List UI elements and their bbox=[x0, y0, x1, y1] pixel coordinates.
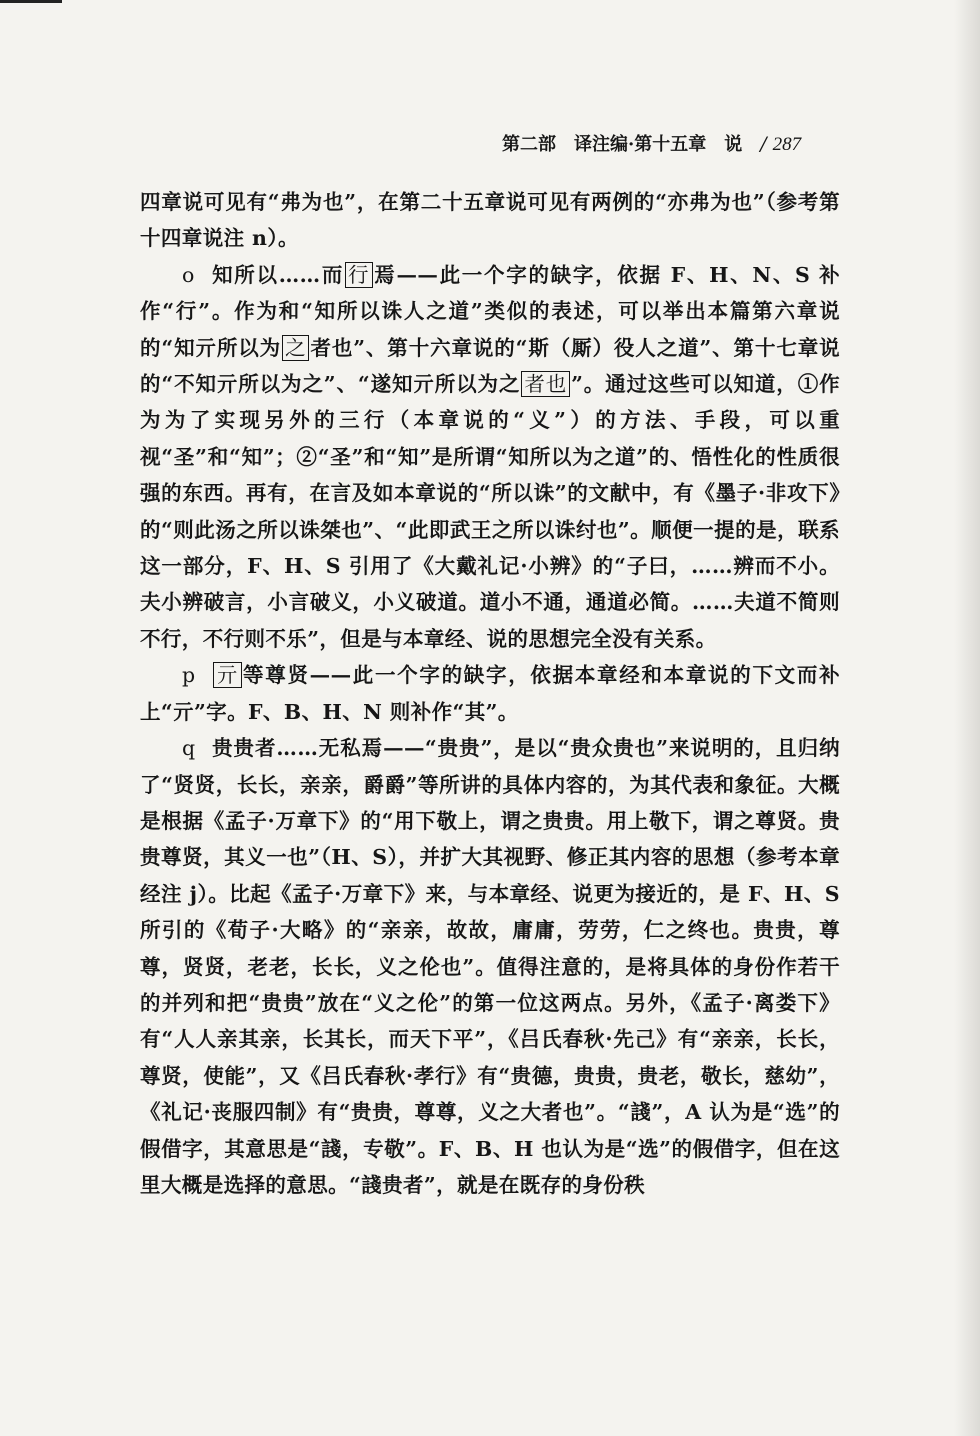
boxed-char-zhi: 之 bbox=[282, 335, 309, 361]
note-marker-o: o bbox=[182, 262, 195, 287]
header-separator: / bbox=[760, 133, 767, 155]
running-header bbox=[502, 130, 842, 160]
page-number: 287 bbox=[772, 134, 802, 155]
note-o-text-1: 知所以……而 bbox=[210, 262, 345, 287]
note-marker-p: p bbox=[182, 663, 196, 688]
boxed-char-qi: 亓 bbox=[213, 662, 243, 688]
top-rule bbox=[0, 0, 62, 3]
note-q-text-1: 贵贵者……无私焉——“贵贵”，是以“贵众贵也”来说明的，且归纳了“贤贤，长长，亲亲，爵爵”等所讲的具体内容的，为其代表和象征。大概是根据《孟子·万章下》的“用下敬上，谓之贵贵。用上敬下，谓之尊贤。贵贵尊贤，其义一也”（H、S），并扩大其视野、修正其内容的思想（参考本章经注 j）。比起《孟子·万章下》来，与本章经、说更为接近的，是 F、H、S 所引的《荀子·大略》的“亲亲，故故，庸庸，劳劳，仁之终也。贵贵，尊尊，贤贤，老老，长长，义之伦也”。值得注意的，是将具体的身份作若干的并列和把“贵贵”放在“义之伦”的第一位这两点。另外，《孟子·离娄下》有“人人亲其亲，长其长，而天下平”，《吕氏春秋·先己》有“亲亲，长长，尊贤，使能”，又《吕氏春秋·孝行》有“贵德，贵贵，贵老，敬长，慈幼”，《礼记·丧服四制》有“贵贵，尊尊，义之大者也”。“諓”，A 认为是“选”的假借字，其意思是“諓，专敬”。F、B、H 也认为是“选”的假借字，但在这里大概是选择的意思。“諓贵者”，就是在既存的身份秩 bbox=[140, 736, 840, 1197]
note-o-text-4: ”。通过这些可以知道，①作为为了实现另外的三行（本章说的“义”）的方法、手段，可以重视“圣”和“知”；②“圣”和“知”是所谓“知所以为之道”的、悟性化的性质很强的东西。再有，在言及如本章说的“所以诛”的文献中，有《墨子·非攻下》的“则此汤之所以诛桀也”、“此即武王之所以诛纣也”。顺便一提的是，联系这一部分，F、H、S 引用了《大戴礼记·小辨》的“子曰，……辨而不小。夫小辨破言，小言破义，小义破道。道小不通，通道必简。……夫道不简则不行，不行则不乐”，但是与本章经、说的思想完全没有关系。 bbox=[140, 372, 840, 651]
paragraph-continued: 四章说可见有“弗为也”，在第二十五章说可见有两例的“亦弗为也”（参考第十四章说注 n）。 bbox=[140, 190, 840, 251]
note-marker-q: q bbox=[182, 736, 196, 761]
body-text bbox=[140, 184, 840, 1203]
note-p-text-1: 等尊贤——此一个字的缺字，依据本章经和本章说的下文而补上“亓”字。F、B、H、N 则补作“其”。 bbox=[140, 663, 840, 724]
boxed-char-xing: 行 bbox=[345, 262, 373, 288]
boxed-chars-zheye: 者也 bbox=[521, 371, 570, 397]
note-o-text-2: 焉——此一个字的缺字，依据 F、H、N、S 补作“行”。作为和“知所以诛人之道”类似的表述，可以举出本篇第六章说的“知亓所以为 bbox=[140, 262, 840, 360]
note-q bbox=[140, 730, 840, 1203]
note-o-text-3: 者也”、第十六章说的“斯（厮）役人之道”、第十七章说的“不知亓所以为之”、“遂知亓所以为之 bbox=[140, 335, 841, 397]
note-p bbox=[140, 657, 840, 730]
note-o bbox=[140, 257, 840, 657]
header-part-chapter: 第二部 译注编·第十五章 说 bbox=[502, 134, 743, 155]
page-edge-shadow bbox=[954, 0, 980, 1436]
